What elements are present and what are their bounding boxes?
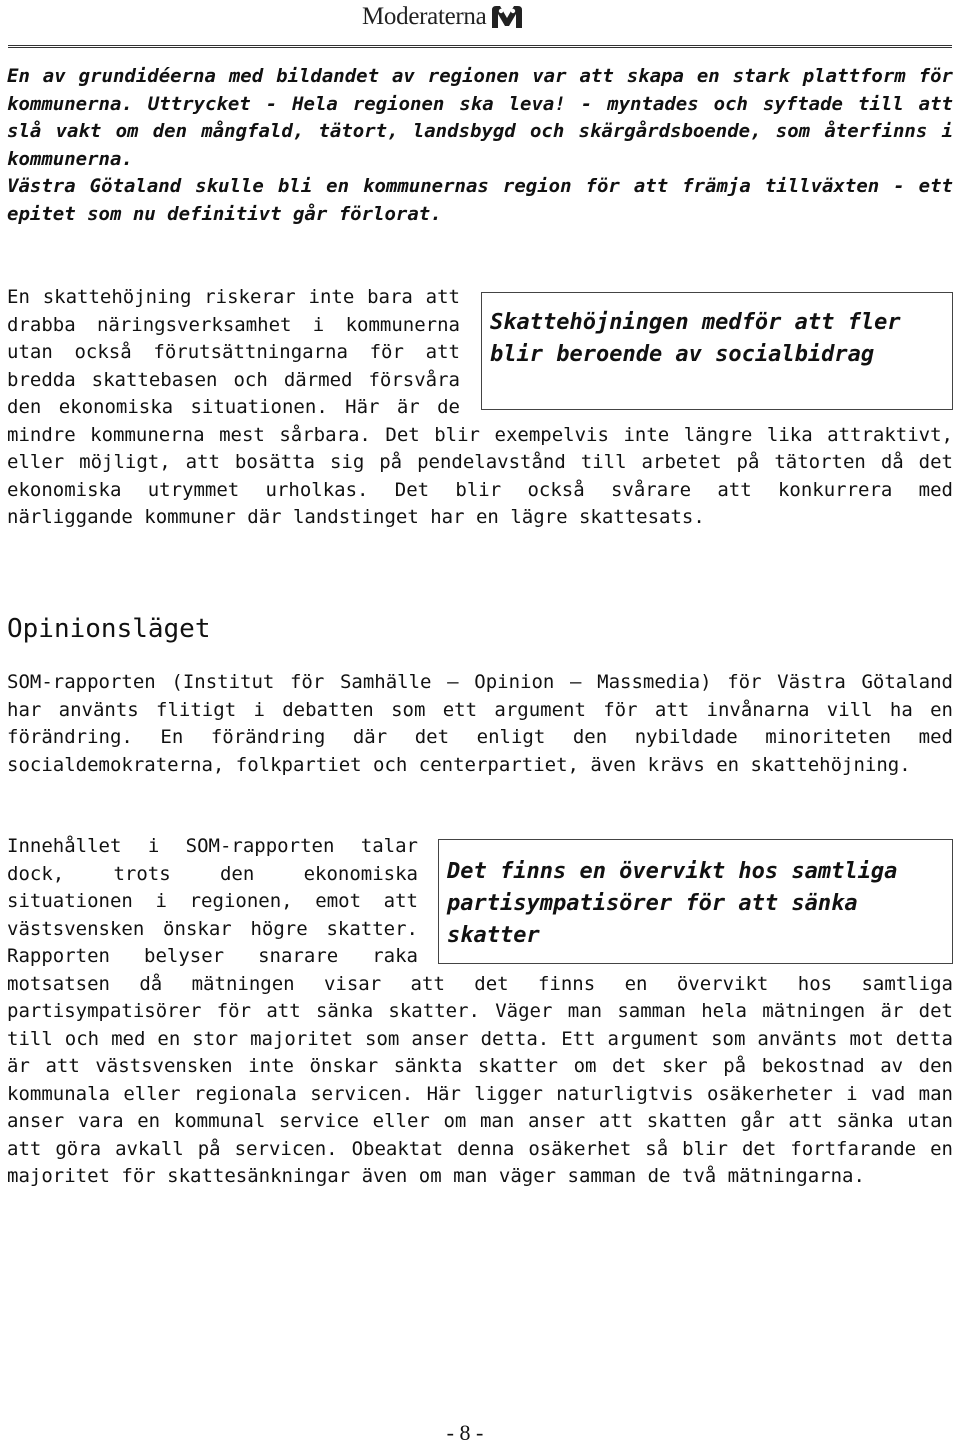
intro-paragraph-2: Västra Götaland skulle bli en kommunernas region för att främja tillväxten - ett epitet som nu definitivt går förlorat.	[7, 175, 953, 225]
page-header	[0, 0, 960, 40]
body-paragraph-3-text: Innehållet i SOM-rapporten talar dock, trots den ekonomiska situationen i regionen, emot att västsvensken önskar högre skatter. Rapporten belyser snarare raka motsatsen då mätningen visar att det finns en övervikt hos samtliga partisympatisörer för att sänka skatter. Väger man samman hela mätningen är det till och med en stor majoritet som anser detta. Ett argument som använts mot detta är att västsvensken inte önskar sänkta skatter om det sker på bekostnad av den kommunala eller regionala servicen. Här ligger naturligtvis osäkerheter i vad man anser vara en kommunal service eller om man anser att skatten går att sänka utan att göra avkall på servicen. Obeaktat denna osäkerhet så blir det fortfarande en majoritet för skattesänkningar även om man väger samman de två mätningarna.	[7, 835, 953, 1187]
party-logo	[362, 2, 524, 32]
quote-space-1	[460, 284, 953, 414]
intro-paragraph-1: En av grundidéerna med bildandet av regionen var att skapa en stark plattform för kommunerna. Uttrycket - Hela regionen ska leva! - myntades och syftade till att slå vakt om den mångfald, tätort, landsbygd och skärgårdsboende, som återfinns i kommunerna.	[7, 65, 953, 170]
header-rule	[8, 45, 952, 48]
body-paragraph-2: SOM-rapporten (Institut för Samhälle – Opinion – Massmedia) för Västra Götaland har använts flitigt i debatten som ett argument för att invånarna vill ha en förändring. En förändring där det enligt den nybildade minoriteten med socialdemokraterna, folkpartiet och centerpartiet, även krävs en skattehöjning.	[7, 671, 953, 776]
logo-text: Moderaterna	[362, 3, 487, 30]
logo-m-icon	[490, 4, 524, 30]
pull-quote-1-text: Skattehöjningen medför att fler blir beroende av socialbidrag	[490, 310, 901, 367]
body-paragraph-3	[7, 833, 953, 1191]
pull-quote-2-text: Det finns en övervikt hos samtliga partisympatisörer för att sänka skatter	[447, 859, 898, 948]
page-number: - 8 -	[446, 1420, 484, 1445]
section-heading: Opinionsläget	[7, 614, 211, 644]
intro-text	[7, 63, 953, 228]
body-paragraph-1	[7, 284, 953, 532]
quote-space-2	[418, 833, 953, 965]
body-paragraph-1-text: En skattehöjning riskerar inte bara att drabba näringsverksamhet i kommunerna utan också förutsättningarna för att bredda skattebasen och därmed försvåra den ekonomiska situationen. Här är de mindre kommunerna mest sårbara. Det blir exempelvis inte längre lika attraktivt, eller möjligt, att bosätta sig på pendelavstånd till arbetet på tätorten då det ekonomiska utrymmet urholkas. Det blir också svårare att konkurrera med närliggande kommuner där landstinget har en lägre skattesats.	[7, 286, 953, 528]
